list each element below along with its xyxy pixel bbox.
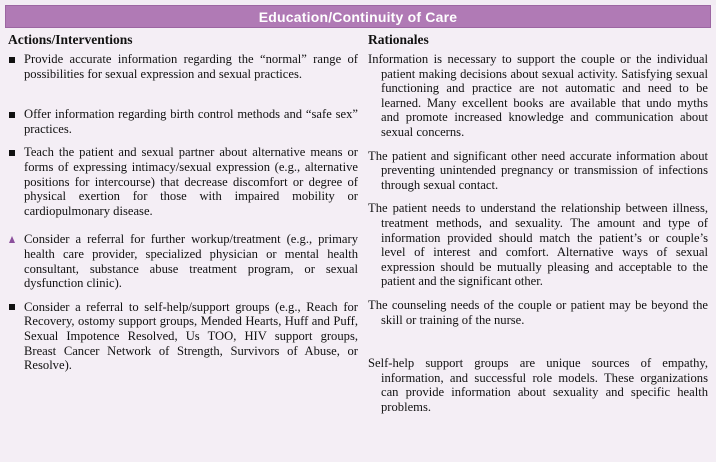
actions-column-heading: Actions/Interventions — [8, 32, 133, 47]
actions-column — [8, 32, 366, 423]
rationale-text: The counseling needs of the couple or patient may be beyond the skill or training of the nurse. — [368, 297, 708, 327]
list-item: Consider a referral for further workup/treatment (e.g., primary health care provider, specialized physician or mental health consultant, substance abuse treatment program, or sexual dysfunction clinic). — [8, 232, 358, 290]
list-item: Consider a referral to self-help/support groups (e.g., Reach for Recovery, ostomy support groups, Mended Hearts, Huff and Puff, Sexual Impotence Resolved, Us TOO, HIV support groups, Breast Cancer Network of Strength, Survivors of Abuse, or Resolve). — [8, 300, 358, 373]
rationale-spacer — [368, 336, 708, 356]
rationale-paragraph — [368, 356, 708, 414]
rationale-paragraph — [368, 52, 708, 140]
rationales-column-heading: Rationales — [368, 32, 429, 47]
list-item: Provide accurate information regarding the “normal” range of possibilities for sexual expression and sexual practices. — [8, 52, 358, 81]
rationale-paragraph — [368, 201, 708, 289]
rationale-text: Information is necessary to support the couple or the individual patient making decisions about sexual activity. Satisfying sexual functioning and practice are not automatic and need to be learned. Many excellent books are available that undo myths and promote increased knowledge and communication about sexual concerns. — [368, 52, 708, 139]
rationale-paragraph — [368, 298, 708, 327]
page-title: Education/Continuity of Care — [258, 8, 458, 25]
rationale-paragraph — [368, 149, 708, 193]
section-title-bar — [5, 5, 711, 28]
list-item: Teach the patient and sexual partner about alternative means or forms of expressing intimacy/sexual expression (e.g., alternative positions for intercourse) that decrease discomfort or degree of physical exertion for those with impaired mobility or cardiopulmonary disease. — [8, 145, 358, 218]
two-column-body — [0, 28, 716, 423]
rationale-text: The patient and significant other need accurate information about preventing unintended pregnancy or transmission of infections through sexual contact. — [368, 148, 708, 192]
list-item: Offer information regarding birth control methods and “safe sex” practices. — [8, 107, 358, 136]
rationale-text: The patient needs to understand the relationship between illness, treatment methods, and sexuality. The amount and type of information provided should match the patient’s or couple’s level of interest and comfort. Alternative ways of sexual expression should be mutually pleasing and acceptable to the patient and the significant other. — [368, 201, 708, 289]
rationales-column — [366, 32, 708, 423]
rationale-text: Self-help support groups are unique sources of empathy, information, and successful role models. These organizations can provide information about sexuality and specific health problems. — [368, 356, 708, 414]
actions-list — [8, 52, 358, 373]
care-plan-page — [0, 5, 716, 462]
